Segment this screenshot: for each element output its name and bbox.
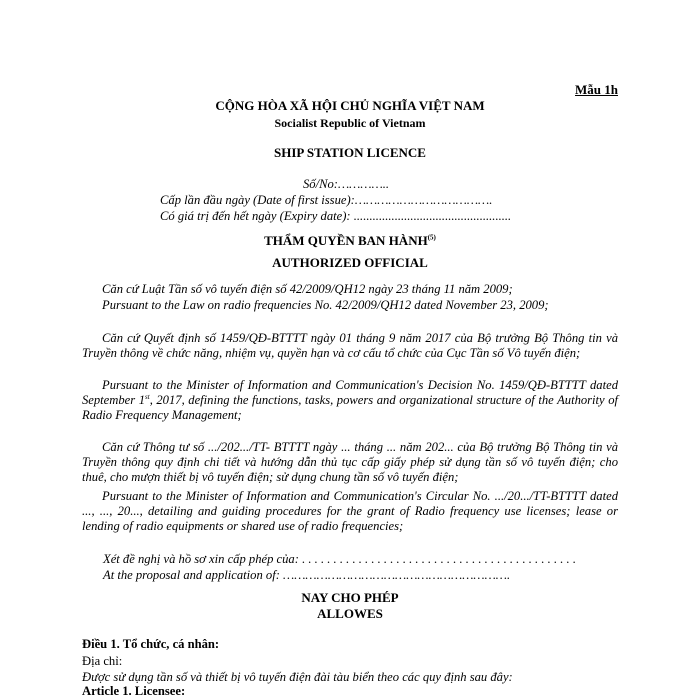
allows-heading-vi: NAY CHO PHÉP: [301, 590, 399, 605]
authority-footnote-marker: (5): [427, 233, 436, 242]
licence-number-field: Số/No:…………..: [303, 177, 390, 191]
decision-en-text-2: , 2017, defining the functions, tasks, powers and organizational structure of the Authority of Radio Frequency Management;: [82, 393, 618, 423]
proposal-vi: Xét đề nghị và hồ sơ xin cấp phép của: . . . . . . . . . . . . . . . . . . . . . . . . . . . . . . . . . . . . . . . . . . . .: [103, 552, 576, 566]
expiry-date-field: Có giá trị đến hết ngày (Expiry date): ..................................................: [160, 209, 512, 223]
address-label: Địa chỉ:: [82, 654, 123, 668]
authority-heading-en: AUTHORIZED OFFICIAL: [272, 255, 428, 270]
pursuant-law-en: Pursuant to the Law on radio frequencies No. 42/2009/QH12 dated November 23, 2009;: [102, 298, 549, 312]
decision-vi: Căn cứ Quyết định số 1459/QĐ-BTTTT ngày 01 tháng 9 năm 2017 của Bộ trưởng Bộ Thông tin và Truyền thông về chức năng, nhiệm vụ, quyền hạn và cơ cấu tổ chức của Cục Tần số Vô tuyến điện;: [82, 331, 618, 361]
allows-heading-en: ALLOWES: [317, 606, 383, 621]
circular-vi: Căn cứ Thông tư số .../202.../TT- BTTTT ngày ... tháng ... năm 202... của Bộ trưởng Bộ Thông tin và Truyền thông quy định chi tiết và hướng dẫn thủ tục cấp giấy phép sử dụng tần số vô tuyến điện; cho thuê, cho mượn thiết bị vô tuyến điện; sử dụng chung tần số vô tuyến điện;: [82, 440, 618, 485]
decision-en-superscript: st: [145, 393, 150, 402]
document-title: SHIP STATION LICENCE: [274, 145, 426, 160]
country-name-en: Socialist Republic of Vietnam: [274, 116, 426, 130]
pursuant-law-vi: Căn cứ Luật Tần số vô tuyến điện số 42/2009/QH12 ngày 23 tháng 11 năm 2009;: [102, 282, 513, 296]
authority-heading-text: THẨM QUYỀN BAN HÀNH: [264, 233, 428, 248]
country-name-vi: CỘNG HÒA XÃ HỘI CHỦ NGHĨA VIỆT NAM: [215, 98, 485, 113]
proposal-en: At the proposal and application of: …………………………………………………….: [103, 568, 511, 582]
decision-en: [82, 378, 618, 424]
form-code: Mẫu 1h: [575, 82, 618, 97]
circular-en: Pursuant to the Minister of Information and Communication's Circular No. .../20.../TT-BTTTT dated ..., ..., 20..., detailing and guiding procedures for the grant of Radio frequency use licenses; lease or lending of radio equipments or shared use of radio frequencies;: [82, 489, 618, 534]
authority-heading-vi: [0, 233, 700, 249]
decision-en-text-1: Pursuant to the Minister of Information and Communication's Decision No. 1459/QĐ-BTTTT dated September 1: [82, 378, 618, 408]
usage-statement: Được sử dụng tần số và thiết bị vô tuyến điện đài tàu biển theo các quy định sau đây:: [82, 670, 513, 684]
article1-heading-en: Article 1. Licensee:: [82, 684, 186, 698]
article1-heading-vi: Điều 1. Tổ chức, cá nhân:: [82, 637, 220, 651]
first-issue-date-field: Cấp lần đầu ngày (Date of first issue):……………………………….: [160, 193, 493, 207]
